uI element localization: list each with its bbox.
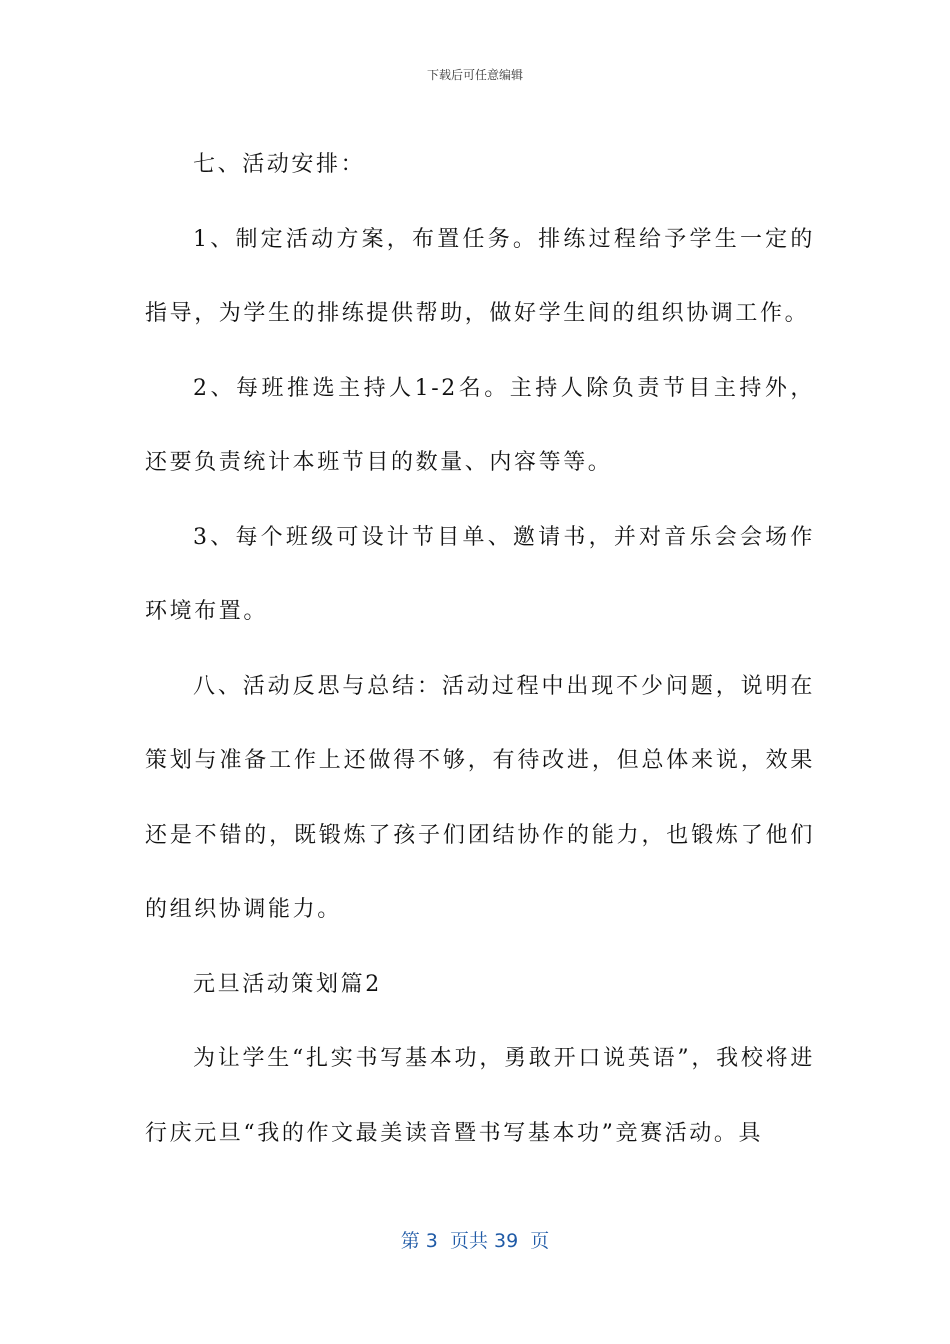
paragraph-item-3: 3、每个班级可设计节目单、邀请书，并对音乐会会场作环境布置。 [145, 524, 815, 624]
page-number-footer: 第 3 页共 39 页 [400, 1230, 550, 1252]
page-header-note: 下载后可任意编辑 [426, 68, 523, 82]
paragraph-section-8: 八、活动反思与总结：活动过程中出现不少问题，说明在策划与准备工作上还做得不够，有待改进，但总体来说，效果还是不错的，既锻炼了孩子们团结协作的能力，也锻炼了他们的组织协调能力。 [145, 673, 815, 922]
paragraph-intro: 为让学生“扎实书写基本功，勇敢开口说英语”，我校将进行庆元旦“我的作文最美读音暨书写基本功”竞赛活动。具 [145, 1046, 815, 1146]
paragraph-subtitle: 元旦活动策划篇2 [193, 971, 382, 997]
document-body [145, 128, 815, 1171]
paragraph-item-1: 1、制定活动方案，布置任务。排练过程给予学生一定的指导，为学生的排练提供帮助，做好学生间的组织协调工作。 [145, 226, 815, 326]
paragraph-section-7-heading: 七、活动安排： [193, 152, 366, 177]
paragraph-item-2: 2、每班推选主持人1-2名。主持人除负责节目主持外，还要负责统计本班节目的数量、内容等等。 [145, 375, 815, 475]
